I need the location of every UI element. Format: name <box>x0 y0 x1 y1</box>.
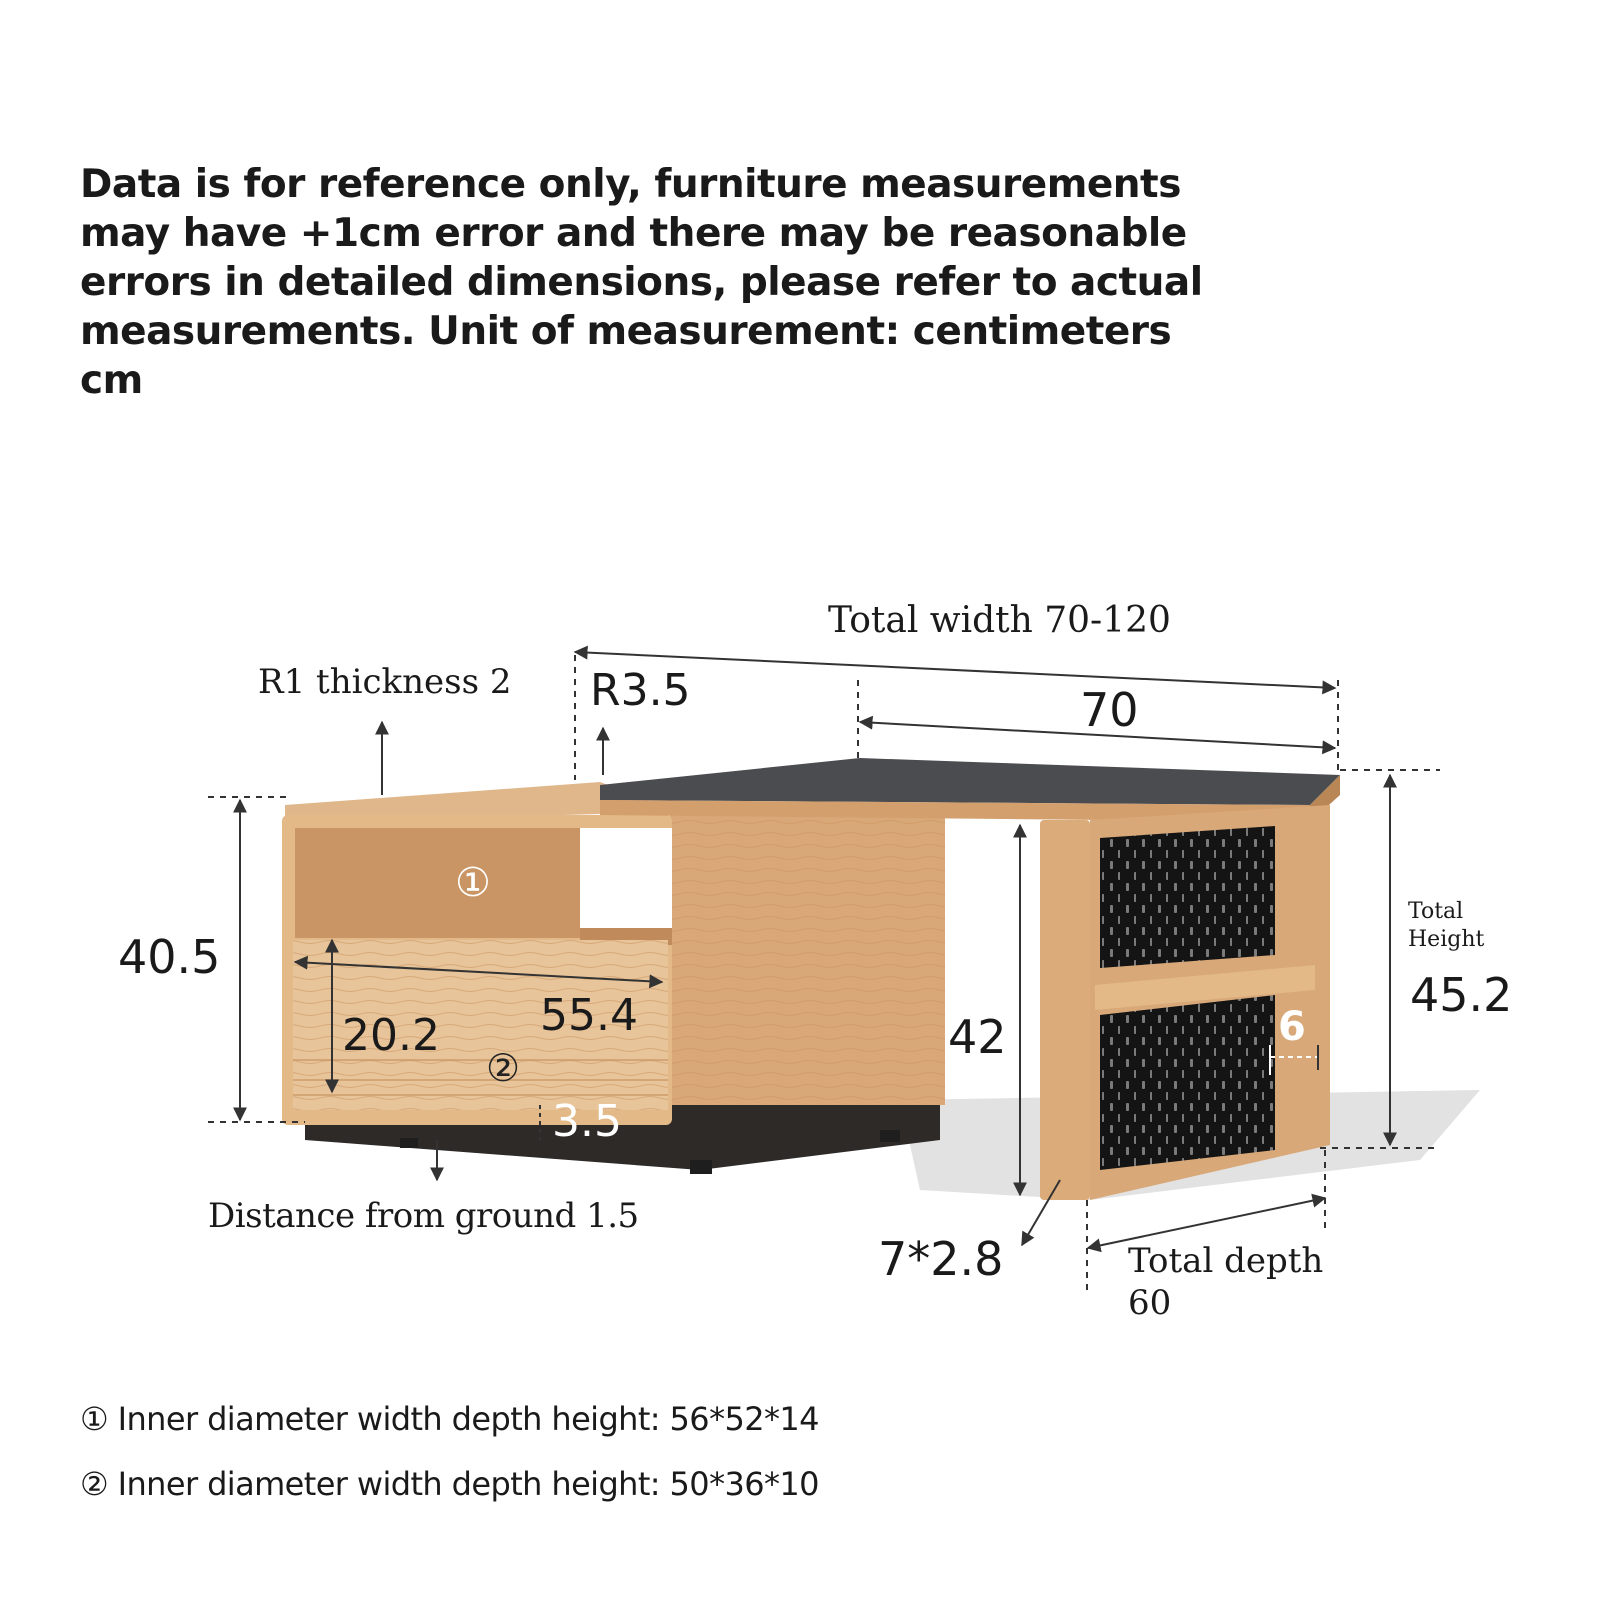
compartment-one-marker: ① <box>455 860 491 906</box>
cabinet-body <box>282 782 945 1125</box>
disclaimer-text: Data is for reference only, furniture measurements may have +1cm error and there may be reasonable errors in detailed dimensions, please refer to actual measurements. Unit of measurement: centimeters cm <box>80 162 1203 403</box>
drawer-height-label: 20.2 <box>342 1010 440 1061</box>
note-compartment-one: ① Inner diameter width depth height: 56*52*14 <box>80 1400 819 1438</box>
base-height-label: 3.5 <box>552 1096 622 1147</box>
total-depth-label: Total depth 60 <box>1128 1241 1324 1323</box>
shelf-gap-label: 6 <box>1278 1004 1306 1050</box>
leg-height-label: 42 <box>948 1010 1007 1064</box>
total-width-label: Total width 70-120 <box>828 600 1171 641</box>
drawer-width-label: 55.4 <box>540 990 638 1041</box>
right-frame <box>1040 805 1330 1200</box>
ground-distance-label: Distance from ground 1.5 <box>208 1196 639 1236</box>
r1-thickness-label: R1 thickness 2 <box>258 662 512 702</box>
cabinet-height-label: 40.5 <box>118 930 221 984</box>
note-compartment-two: ② Inner diameter width depth height: 50*36*10 <box>80 1465 819 1503</box>
total-height-caption: Total Height <box>1408 899 1485 952</box>
top-width-label: 70 <box>1080 683 1139 737</box>
top-radius-label: R3.5 <box>590 665 691 716</box>
leg-section-label: 7*2.8 <box>878 1232 1004 1286</box>
compartment-two-marker: ② <box>486 1046 521 1090</box>
total-height-value: 45.2 <box>1410 968 1513 1022</box>
